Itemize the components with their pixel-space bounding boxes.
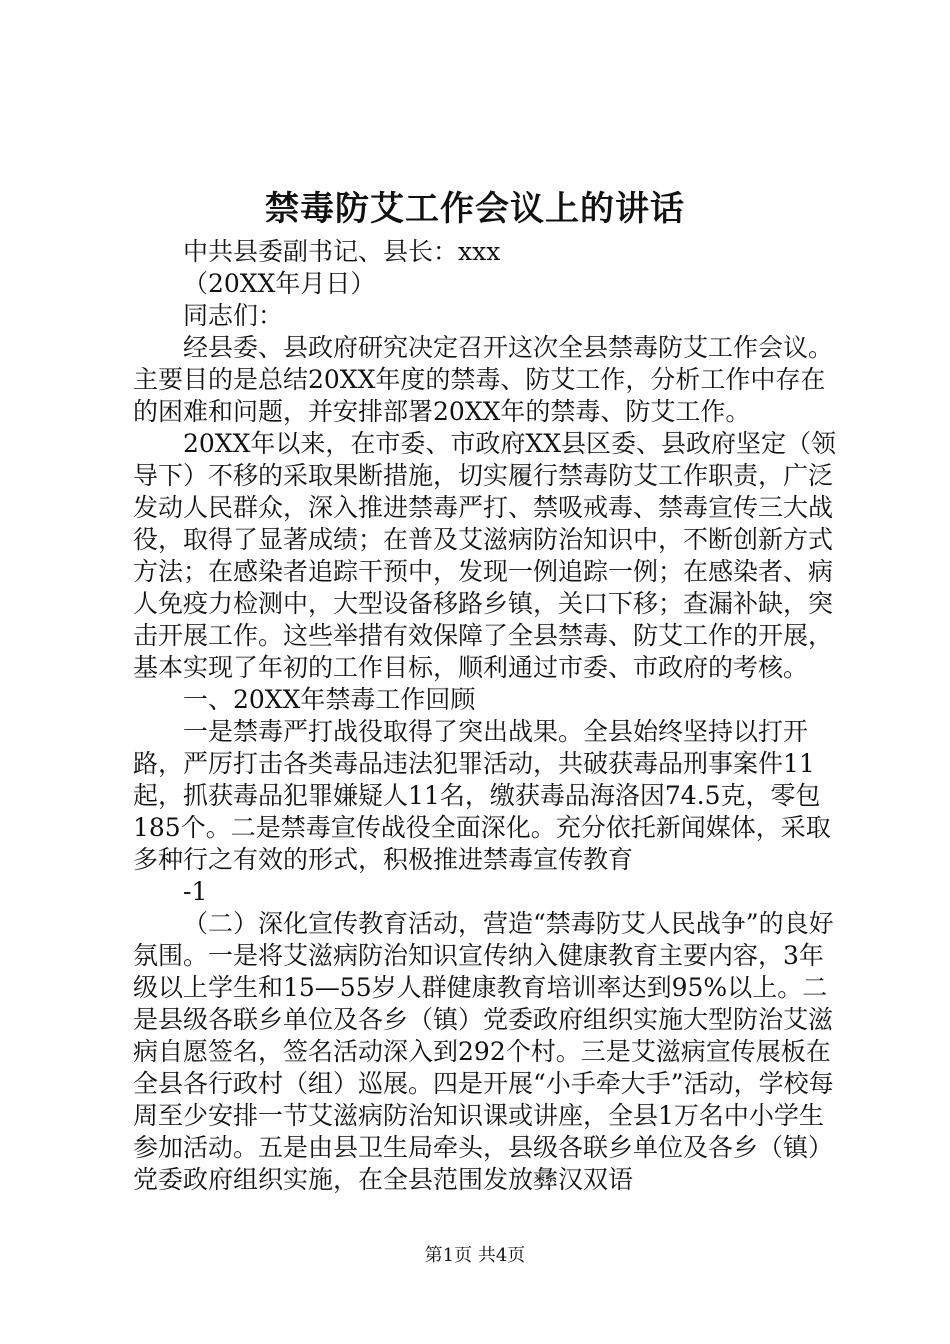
paragraph-enforcement: 一是禁毒严打战役取得了突出战果。全县始终坚持以打开路，严厉打击各类毒品违法犯罪活动，共破获毒品刑事案件11起，抓获毒品犯罪嫌疑人11名，缴获毒品海洛因74.5克，零包185个。二是禁毒宣传战役全面深化。充分依托新闻媒体，采取多种行之有效的形式，积极推进禁毒宣传教育 [133, 717, 831, 874]
section-heading: 一、20XX年禁毒工作回顾 [183, 685, 476, 714]
date-line: （20XX年月日） [183, 269, 376, 298]
paragraph-education: （二）深化宣传教育活动，营造“禁毒防艾人民战争”的良好氛围。一是将艾滋病防治知识宣传纳入健康教育主要内容，3年级以上学生和15—55岁人群健康教育培训率达到95%以上。二是县级各联乡单位及各乡（镇）党委政府组织实施大型防治艾滋病自愿签名，签名活动深入到292个村。三是艾滋病宣传展板在全县各行政村（组）巡展。四是开展“小手牵大手”活动，学校每周至少安排一节艾滋病防治知识课或讲座，全县1万名中小学生参加活动。五是由县卫生局牵头，县级各联乡单位及各乡（镇）党委政府组织实施，在全县范围发放彝汉双语 [133, 909, 834, 1194]
document-body [133, 236, 837, 1196]
paragraph-achievements: 20XX年以来，在市委、市政府XX县区委、县政府坚定（领导下）不移的采取果断措施，切实履行禁毒防艾工作职责，广泛发动人民群众，深入推进禁毒严打、禁吸戒毒、禁毒宣传三大战役，取得了显著成绩；在普及艾滋病防治知识中，不断创新方式方法；在感染者追踪干预中，发现一例追踪一例；在感染者、病人免疫力检测中，大型设备移路乡镇，关口下移；查漏补缺，突击开展工作。这些举措有效保障了全县禁毒、防艾工作的开展，基本实现了年初的工作目标，顺利通过市委、市政府的考核。 [133, 429, 837, 682]
document-title: 禁毒防艾工作会议上的讲话 [265, 189, 685, 229]
paragraph-intro: 经县委、县政府研究决定召开这次全县禁毒防艾工作会议。主要目的是总结20XX年度的禁毒、防艾工作，分析工作中存在的困难和问题，并安排部署20XX年的禁毒、防艾工作。 [133, 333, 834, 426]
page-footer: 第1页 共4页 [424, 1245, 526, 1266]
speaker-line: 中共县委副书记、县长：xxx [183, 237, 501, 266]
page-marker: -1 [183, 877, 208, 906]
salutation: 同志们： [183, 301, 284, 330]
